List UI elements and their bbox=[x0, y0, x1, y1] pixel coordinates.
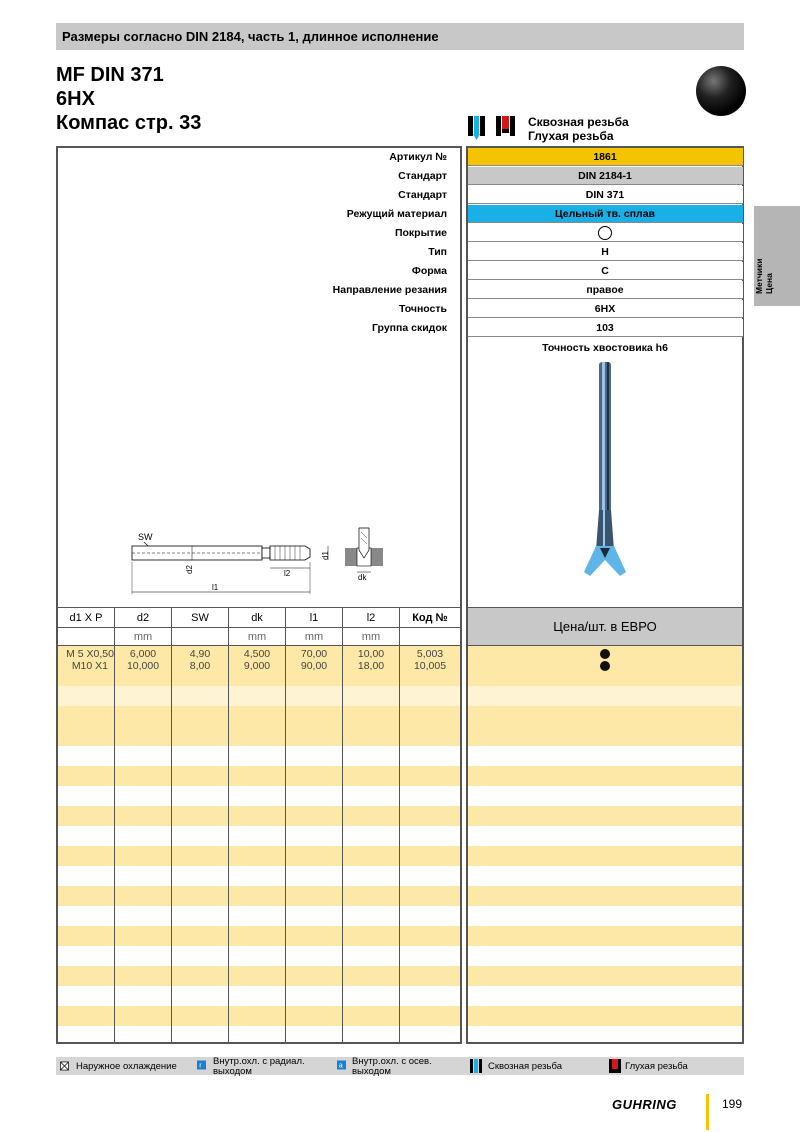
label-l2: l2 bbox=[284, 569, 291, 578]
coating-ball-icon bbox=[696, 66, 746, 116]
cell-d2: 10,000 bbox=[126, 660, 160, 672]
cell-thread: M 5 X0,50 bbox=[66, 648, 114, 660]
legend-axial-2: выходом bbox=[352, 1066, 391, 1077]
title-line-3: Компас стр. 33 bbox=[56, 112, 202, 134]
col-header: l1 bbox=[309, 612, 319, 624]
spec-label: Направление резания bbox=[332, 284, 447, 296]
spec-label: Артикул № bbox=[389, 151, 447, 163]
band bbox=[58, 1006, 742, 1026]
unit-cell: mm bbox=[133, 631, 153, 643]
page-number: 199 bbox=[722, 1097, 743, 1111]
external-cooling-icon bbox=[60, 1061, 69, 1071]
unit-cell: mm bbox=[361, 631, 381, 643]
cell-l2: 18,00 bbox=[357, 660, 385, 672]
availability-dot bbox=[600, 661, 610, 671]
spec-label: Режущий материал bbox=[346, 208, 447, 220]
legend-external: Наружное охлаждение bbox=[76, 1061, 177, 1072]
tap-dimension-drawing bbox=[120, 520, 390, 600]
brand-logo: GUHRING bbox=[612, 1097, 677, 1112]
uncoated-circle-icon bbox=[467, 224, 743, 242]
through-thread-label: Сквозная резьба bbox=[528, 115, 629, 129]
col-header: d2 bbox=[136, 612, 150, 624]
legend-radial-2: выходом bbox=[213, 1066, 252, 1077]
col-line bbox=[285, 607, 286, 1042]
cell-l1: 70,00 bbox=[300, 648, 328, 660]
svg-text:r: r bbox=[199, 1060, 202, 1070]
col-line bbox=[228, 607, 229, 1042]
left-box-edge bbox=[460, 146, 462, 1044]
bottom-legend bbox=[56, 1057, 744, 1075]
band bbox=[58, 686, 742, 706]
top-banner bbox=[56, 23, 744, 50]
blind-thread-label: Глухая резьба bbox=[528, 129, 614, 143]
spec-label: Группа скидок bbox=[372, 322, 447, 334]
price-header: Цена/шт. в ЕВРО bbox=[468, 607, 742, 646]
col-header: dk bbox=[251, 612, 263, 624]
brand-bar bbox=[706, 1094, 709, 1130]
cell-sw: 8,00 bbox=[189, 660, 211, 672]
cell-dk: 9,000 bbox=[243, 660, 271, 672]
band bbox=[58, 886, 742, 906]
availability-dot bbox=[600, 649, 610, 659]
col-line bbox=[399, 607, 400, 1042]
spec-value-coating bbox=[467, 224, 743, 242]
through-blind-thread-icon bbox=[466, 115, 524, 141]
col-header: SW bbox=[191, 612, 209, 624]
radial-cooling-icon bbox=[197, 1060, 206, 1070]
cell-l2: 10,00 bbox=[357, 648, 385, 660]
cell-l1: 90,00 bbox=[300, 660, 328, 672]
spec-label: Покрытие bbox=[394, 227, 447, 239]
band bbox=[58, 926, 742, 946]
spec-value-discount: 103 bbox=[467, 319, 743, 337]
cell-sw: 4,90 bbox=[189, 648, 211, 660]
spec-value-material: Цельный тв. сплав bbox=[467, 205, 743, 223]
spec-value-standard-1: DIN 2184-1 bbox=[467, 167, 743, 185]
through-thread-icon bbox=[470, 1059, 482, 1073]
spec-value-standard-2: DIN 371 bbox=[467, 186, 743, 204]
band bbox=[58, 846, 742, 866]
banner-text: Размеры согласно DIN 2184, часть 1, длинное исполнение bbox=[62, 29, 439, 44]
shank-tolerance: Точность хвостовика h6 bbox=[542, 342, 668, 354]
blind-thread-icon bbox=[609, 1059, 621, 1073]
band bbox=[58, 806, 742, 826]
spec-label: Стандарт bbox=[398, 170, 447, 182]
unit-cell: mm bbox=[304, 631, 324, 643]
col-header: Код № bbox=[412, 612, 448, 624]
col-header: l2 bbox=[366, 612, 376, 624]
unit-cell: mm bbox=[247, 631, 267, 643]
spec-label: Точность bbox=[398, 303, 447, 315]
axial-cooling-icon bbox=[337, 1060, 346, 1070]
legend-axial-1: Внутр.охл. с осев. bbox=[352, 1056, 432, 1067]
label-d1: d1 bbox=[321, 551, 330, 560]
legend-axial bbox=[352, 1057, 432, 1077]
title-line-1: MF DIN 371 bbox=[56, 64, 164, 86]
sidetab-line-2: Цена bbox=[764, 273, 774, 294]
cell-code: 10,005 bbox=[413, 660, 447, 672]
col-line bbox=[114, 607, 115, 1042]
cell-code: 5,003 bbox=[416, 648, 444, 660]
spec-value-form: C bbox=[467, 262, 743, 280]
legend-through: Сквозная резьба bbox=[488, 1061, 562, 1072]
spec-label: Форма bbox=[411, 265, 447, 277]
right-box-edge bbox=[466, 146, 468, 1044]
sidetab-line-1: Метчики bbox=[754, 258, 764, 294]
cell-thread: M10 X1 bbox=[71, 660, 108, 672]
spec-label: Стандарт bbox=[398, 189, 447, 201]
band bbox=[58, 766, 742, 786]
band bbox=[58, 966, 742, 986]
side-section-tab[interactable] bbox=[754, 206, 800, 306]
spec-label: Тип bbox=[428, 246, 447, 258]
tap-tool-image bbox=[580, 360, 630, 585]
col-header: d1 X P bbox=[69, 612, 103, 624]
band bbox=[58, 706, 742, 726]
spec-value-tolerance: 6HX bbox=[467, 300, 743, 318]
spec-value-type: H bbox=[467, 243, 743, 261]
band bbox=[58, 726, 742, 746]
cell-d2: 6,000 bbox=[129, 648, 157, 660]
label-l1: l1 bbox=[212, 583, 219, 592]
legend-radial-1: Внутр.охл. с радиал. bbox=[213, 1056, 305, 1067]
page-title bbox=[56, 63, 201, 135]
label-dk: dk bbox=[358, 573, 367, 582]
cell-dk: 4,500 bbox=[243, 648, 271, 660]
spec-value-direction: правое bbox=[467, 281, 743, 299]
title-line-2: 6HX bbox=[56, 88, 95, 110]
label-sw: SW bbox=[138, 532, 153, 542]
label-d2: d2 bbox=[185, 565, 194, 574]
spec-value-article: 1861 bbox=[467, 148, 743, 166]
legend-blind: Глухая резьба bbox=[625, 1061, 688, 1072]
col-line bbox=[171, 607, 172, 1042]
svg-text:a: a bbox=[338, 1060, 343, 1070]
legend-radial bbox=[213, 1057, 305, 1077]
col-line bbox=[342, 607, 343, 1042]
